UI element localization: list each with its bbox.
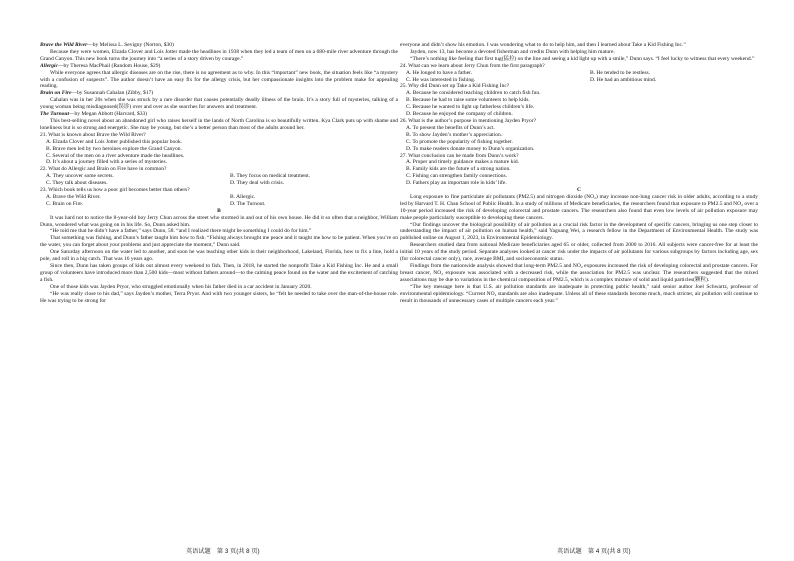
q21-option-a: A. Elzada Clover and Lois Jotter published this popular book.: [46, 138, 183, 145]
q23-option-b: B. Allergic.: [230, 193, 256, 200]
q21-option-c: C. Several of the men on a river adventure made the headlines.: [46, 152, 185, 159]
book3-title: Brain on Fire: [40, 90, 72, 97]
question-24: 24. What can we learn about Jerry Chun from the first paragraph?: [400, 62, 545, 69]
passage-c-paragraph-4: Findings from the nationwide analysis showed that long-term PM2.5 and NO₂ exposures increased the risk of developing colorectal and prostate cancers. For breast cancer, NO₂ exposure was associated with a decreased risk, while the association for PM2.5 was unclear. The researchers suggested that the mixed associations may be due to variations in the chemical composition of PM2.5, which is a complex mixture of solid and liquid particles(颗粒).: [400, 263, 758, 283]
q26-option-c: C. To promote the popularity of fishing together.: [406, 138, 513, 145]
section-b-heading: B: [217, 207, 221, 214]
q24-option-d: D. He had an ambitious mind.: [590, 76, 657, 83]
q24-option-a: A. He longed to have a father.: [406, 69, 472, 76]
q25-option-a: A. Because he considered teaching children to catch fish fun.: [406, 90, 541, 97]
passage-b-paragraph-9: “There’s nothing like feeling that first tug(猛拉) on the line and seeing a kid light up with a smile,” Dunn says. “I feel lucky to witness that every weekend.”: [410, 55, 755, 62]
q23-option-a: A. Brave the Wild River.: [46, 193, 101, 200]
passage-b-paragraph-5: Since then, Dunn has taken groups of kids out almost every weekend to fish. Then, in 2018, he started the nonprofit Take a Kid Fishing Inc. He and a small group of volunteers have introduced more than 2,500 kids—most without fathers around—to the calming peace found on the water and the excitement of catching a fish.: [40, 263, 398, 283]
passage-b-continued: everyone and didn’t show his emotion. I was wondering what to do to help him, and then I learned about Take a Kid Fishing Inc.”: [400, 42, 686, 48]
q22-option-a: A. They uncover some secrets.: [46, 173, 114, 180]
passage-b-paragraph-2: “He told me that he didn’t have a father,” says Dunn, 58. “and I realized there might be something I could do for him.”: [50, 228, 312, 235]
passage-b-paragraph-4: One Saturday afternoon on the water led to another, and soon he was teaching other kids in their neighborhood, Lakeland, Florida, how to fix a line, hold a pole, and roll in a big catch. That was 16 years ago.: [40, 249, 398, 263]
book1-paragraph: Because they were women, Elzada Clover and Lois Jotter made the headlines in 1938 when they led a team of men on a 680-mile river adventure through the Grand Canyon. This new book turns the journey into “a series of a story driven by courage.”: [40, 48, 398, 62]
book4-title: The Turnout: [40, 111, 69, 118]
book1-heading: [40, 42, 398, 49]
q27-option-c: C. Fishing can strengthen family connections.: [406, 173, 507, 180]
passage-b-paragraph-7: “He was really close to his dad,” says Jayden’s mother, Terra Pryor. And with two younger sisters, he “felt he needed to take over the man-of-the-house role. He was trying to be strong for: [40, 290, 398, 304]
book1-title: Brave the Wild River: [40, 42, 88, 48]
book4-meta: —by Megan Abbott (Harvard, $33): [69, 111, 148, 118]
book4-heading: [40, 111, 398, 118]
question-26: 26. What is the author’s purpose in mentioning Jayden Pryor?: [400, 117, 537, 124]
passage-c-paragraph-2: “Our findings uncover the biological possibility of air pollution as a crucial risk factor in the development of specific cancers, bringing us one step closer to understanding the impact of air pollution on human health,” said Yaguang Wei, a research fellow in the Department of Environmental Health. The study was published online on August 1, 2023, in Environmental Epidemiology.: [400, 221, 758, 242]
book1-meta: —by Melissa L. Sevigny (Norton, $30): [87, 42, 174, 48]
page-footer-right: 英语试题 第 4 页(共 8 页): [557, 548, 631, 555]
q23-option-d: D. The Turnout.: [230, 200, 266, 207]
q25-option-d: D. Because he enjoyed the company of children.: [406, 111, 513, 118]
question-22: 22. What do Allergic and Brain on Fire have in common?: [40, 166, 167, 173]
question-27: 27. What conclusion can be made from Dunn’s work?: [400, 152, 519, 159]
q22-option-b: B. They focus on medical treatment.: [230, 173, 311, 180]
section-c-heading: C: [577, 187, 581, 194]
book2-title: Allergic: [40, 62, 59, 69]
book2-paragraph: While everyone agrees that allergic diseases are on the rise, there is no agreement as to why. In this “important” new book, the situation feels like “a mystery with a confusion of suspects”. The author doesn’t have an easy fix for the allergy crisis, but her compassionate insights into the problem make for appealing reading.: [40, 69, 398, 90]
q22-options: [40, 173, 398, 187]
q22-option-d: D. They deal with crisis.: [230, 180, 284, 187]
q27-option-a: A. Proper and timely guidance makes a mature kid.: [406, 159, 520, 166]
q26-option-a: A. To present the benefits of Dunn’s act.: [406, 124, 495, 131]
passage-b-paragraph-3: That something was fishing, and Dunn’s father taught him how to fish. “Fishing always brought me peace and it taught me how to be patient. When you’re on the water, you can forget about your problems and just appreciate the moment,” Dunn said.: [40, 235, 398, 249]
q23-option-c: C. Brain on Fire.: [46, 200, 84, 207]
q21-option-b: B. Brave men led by two heroines explore the Grand Canyon.: [46, 145, 182, 152]
passage-c-paragraph-5: “The key message here is that U.S. air pollution standards are inadequate in protecting public health,” said senior author Joel Schwartz, professor of environmental epidemiology. “Current NO₂ standards are also inadequate. Unless all of these standards become much, much stricter, air pollution will continue to result in thousands of unnecessary cases of multiple cancers each year.”: [400, 283, 758, 304]
q26-option-b: B. To show Jayden’s mother’s appreciation.: [406, 131, 503, 138]
book3-paragraph: Cahalan was in her 20s when she was struck by a rare disorder that causes potentially deadly illness of the brain. It’s a story full of mysteries, talking of a young woman being misdiagnosed(误诊) over and over as she searches for answers and treatment.: [40, 97, 398, 111]
q22-option-c: C. They talk about diseases.: [46, 180, 108, 187]
q24-options: [400, 70, 758, 84]
passage-b-paragraph-1: It was hard not to notice the 8-year-old boy Jerry Chun across the street who stormed in and out of his own house. He did it so often that a neighbor, William Dunn, wondered what was going on in his life. So, Dunn asked him.: [40, 214, 398, 228]
question-23: 23. Which book tells us how a poor girl becomes better than others?: [40, 187, 190, 194]
right-column: [400, 42, 758, 304]
book4-paragraph: This best-selling novel about an abandoned girl who raises herself in the lands of North Carolina is so beautifully written. Kya Clark puts up with shame and loneliness but is so strong and energetic. She may be young, but she’s a better person than most of the adults around her.: [40, 117, 398, 131]
q24-option-c: C. He was interested in fishing.: [406, 76, 476, 83]
book2-heading: [40, 63, 398, 70]
book2-meta: —by Theresa MacPhail (Random House, $29): [58, 62, 161, 69]
page-footer-left: 英语试题 第 3 页(共 8 页): [186, 548, 260, 555]
passage-b-paragraph-8: Jayden, now 13, has become a devoted fisherman and credits Dunn with helping him mature.: [410, 48, 615, 55]
passage-b-paragraph-6: One of those kids was Jayden Pryor, who struggled emotionally when his father died in a car accident in January 2020.: [50, 283, 312, 290]
book3-meta: —by Susannah Cahalan (Zibby, $17): [71, 90, 154, 97]
passage-c-paragraph-3: Researchers studied data from national Medicare beneficiaries aged 65 or older, collected from 2000 to 2016. All subjects were cancer-free for at least the initial 10 years of the study period. Separate analyses looked at cancer risk under the impacts of air pollutants for various subgroups by factors including age, sex (for colorectal cancer only), race, average BMI, and socioeconomic status.: [400, 242, 758, 263]
q21-option-d: D. It’s about a journey filled with a series of mysteries.: [46, 159, 167, 166]
q25-option-c: C. Because he wanted to light up fatherless children’s life.: [406, 104, 535, 111]
q27-option-d: D. Fathers play an important role in kids’ life.: [406, 180, 507, 187]
question-25: 25. Why did Dunn set up Take a Kid Fishing Inc?: [400, 83, 510, 90]
left-column: [40, 42, 398, 304]
q27-option-b: B. Family kids are the future of a strong nation.: [406, 166, 511, 173]
q25-option-b: B. Because he had to raise some volunteers to help kids.: [406, 97, 530, 104]
q23-options: [40, 194, 398, 208]
question-21: 21. What is known about Brave the Wild River?: [40, 131, 146, 138]
q26-option-d: D. To make readers donate money to Dunn’s organization.: [406, 145, 535, 152]
q24-option-b: B. He tended to be restless.: [590, 69, 651, 76]
passage-c-paragraph-1: Long exposure to fine particulate air pollutants (PM2.5) and nitrogen dioxide (NO₂) may increase non-lung cancer risk in older adults, according to a study led by Harvard T. H. Chan School of Public Health. In a study of millions of Medicare beneficiaries, the researchers found that exposure to PM2.5 and NO₂ over a 10-year period increased the risk of developing colorectal and prostate cancers. The researchers also found that even low levels of air pollution exposure may make people particularly susceptible to developing these cancers.: [400, 193, 758, 221]
